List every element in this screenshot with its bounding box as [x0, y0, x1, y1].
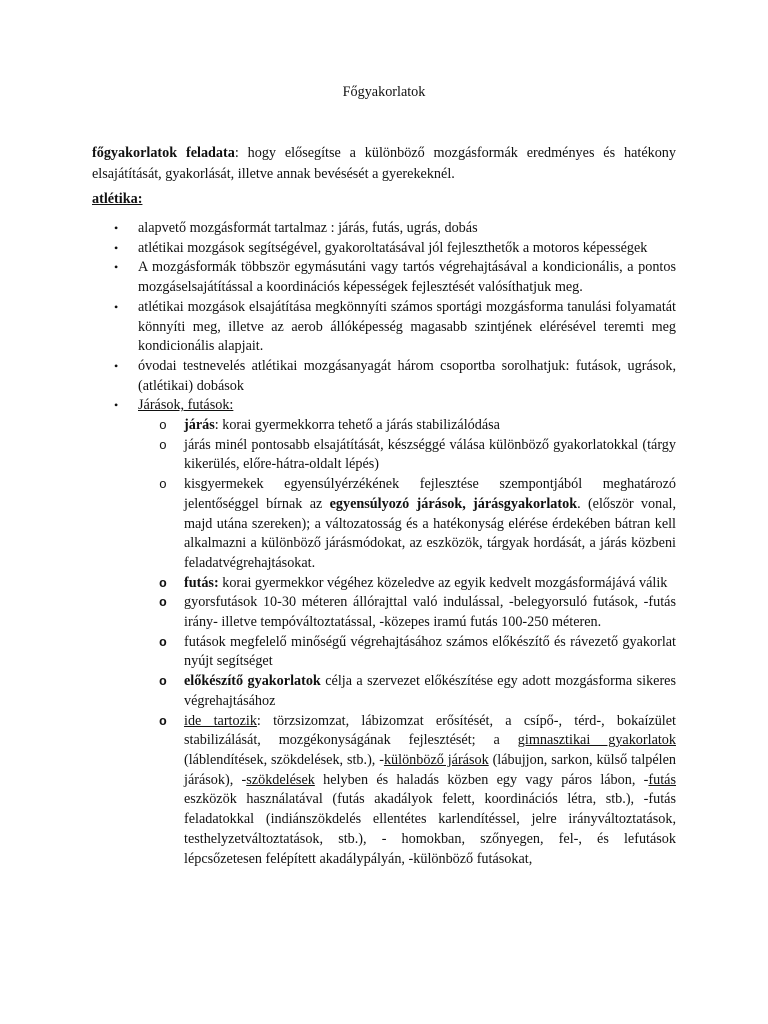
list-item	[92, 396, 676, 869]
text: helyben és haladás közben egy vagy páros lábon, -	[314, 771, 649, 788]
circle-bullet-icon: o	[159, 437, 167, 453]
text: különböző járások	[383, 751, 489, 768]
term: futás:	[184, 574, 219, 591]
text: kisgyermekek egyensúlyérzékének fejlesztése szempontjából meghatározó jelentőséggel bírnak az	[184, 476, 676, 512]
bullet-icon: •	[114, 260, 119, 275]
sub-list-item	[138, 712, 676, 870]
intro-term: főgyakorlatok feladata	[92, 145, 235, 161]
section-heading: atlétika:	[92, 191, 143, 207]
term: járás	[184, 417, 215, 434]
text: : törzsizomzat, lábizomzat erősítését, a csípő-, térd-, bokaízület stabilizálását, mozgékonyságának fejlesztését; a	[184, 712, 676, 749]
sub-list-item	[138, 574, 676, 594]
sub-list	[138, 416, 676, 869]
circle-bullet-icon: o	[159, 674, 167, 690]
bullet-icon: •	[114, 221, 119, 235]
list-item	[92, 239, 676, 259]
circle-bullet-icon: o	[159, 595, 167, 611]
bullet-list	[92, 219, 676, 869]
list-item	[92, 258, 676, 297]
sub-list-item	[138, 416, 676, 436]
circle-bullet-icon: o	[159, 418, 167, 434]
intro-text: : hogy elősegítse a különböző mozgásformák eredményes és hatékony elsajátítását, gyakorlását, illetve annak bevésését a gyerekeknél.	[92, 145, 676, 182]
text: eszközök használatával (futás akadályok felett, koordinációs létra, stb.), -futás feladatokkal (indiánszökdelés ellentétes karlendítéssel, jelre irányváltoztatások, testhelyzetváltoztatások, stb.), - homokban, szőnyegen, fel-, és lefutások lépcsőzetesen felépített akadálypályán, -különböző futásokat,	[184, 791, 676, 867]
list-item	[92, 219, 676, 239]
text: gimnasztikai gyakorlatok	[517, 732, 676, 749]
sub-list-item	[138, 436, 676, 475]
sub-list-item	[138, 593, 676, 632]
list-item-text: atlétikai mozgások elsajátítása megkönnyíti számos sportági mozgásforma tanulási folyamatát könnyíti meg, illetve az aerob állóképesség magasabb szintjének elérésével teremti meg kondicionális alapjait.	[138, 298, 676, 355]
intro-paragraph	[92, 143, 676, 185]
bullet-icon: •	[114, 358, 119, 373]
list-item	[92, 298, 676, 357]
circle-bullet-icon: o	[159, 713, 167, 729]
bullet-icon: •	[114, 240, 119, 255]
list-item-text: óvodai testnevelés atlétikai mozgásanyagát három csoportba sorolhatjuk: futások, ugrások, (atlétikai) dobások	[138, 357, 676, 394]
list-item-text: atlétikai mozgások segítségével, gyakoroltatásával jól fejleszthetők a motoros képességek	[138, 239, 648, 256]
list-item-heading: Járások, futások:	[138, 397, 234, 414]
sub-list-item	[138, 672, 676, 711]
text: célja a szervezet előkészítése egy adott mozgásforma sikeres végrehajtásához	[184, 673, 677, 709]
sub-list-item	[138, 475, 676, 574]
circle-bullet-icon: o	[159, 477, 167, 493]
text: futás	[648, 771, 677, 788]
list-item	[92, 357, 676, 396]
text: . (először vonal, majd utána szereken); a változatosság és a hatékonyság elérése érdekében bátran kell alkalmazni a különböző járásmódokat, az eszközök, tárgyak hordását, a járás közbeni feladatvégrehajtásokat.	[184, 495, 676, 571]
circle-bullet-icon: o	[159, 634, 167, 650]
page-title: Főgyakorlatok	[342, 84, 426, 100]
term: előkészítő gyakorlatok	[184, 673, 321, 690]
list-item-text: A mozgásformák többször egymásutáni vagy tartós végrehajtásával a kondicionális, a pontos mozgáselsajátítással a koordinációs képességek fejlesztését valósíthatjuk meg.	[138, 259, 676, 296]
text: ide tartozik	[184, 712, 257, 729]
circle-bullet-icon: o	[159, 575, 167, 591]
sub-list-item	[138, 633, 676, 672]
text: korai gyermekkor végéhez közeledve az egyik kedvelt mozgásformájává válik	[218, 574, 668, 591]
list-item-text: alapvető mozgásformát tartalmaz : járás, futás, ugrás, dobás	[138, 220, 478, 236]
text: futások megfelelő minőségű végrehajtásához számos előkészítő és rávezető gyakorlat nyújt segítséget	[184, 633, 676, 670]
bullet-icon: •	[114, 299, 119, 314]
text: járás minél pontosabb elsajátítását, készséggé válása különböző gyakorlatokkal (tárgy kikerülés, előre-hátra-oldalt lépés)	[184, 436, 676, 473]
text: : korai gyermekkorra tehető a járás stabilizálódása	[214, 417, 500, 434]
term: egyensúlyozó járások, járásgyakorlatok	[329, 495, 578, 512]
text: (lábujjon, sarkon, külső talpélen járások), -	[184, 751, 676, 788]
text: gyorsfutások 10-30 méteren állórajttal való indulással, -belegyorsuló futások, -futás irány- illetve tempóváltoztatással, -közepes iramú futás 100-250 méteren.	[184, 594, 676, 631]
text: szökdelések	[246, 771, 315, 788]
text: (láblendítések, szökdelések, stb.), -	[184, 751, 384, 768]
bullet-icon: •	[114, 398, 119, 413]
